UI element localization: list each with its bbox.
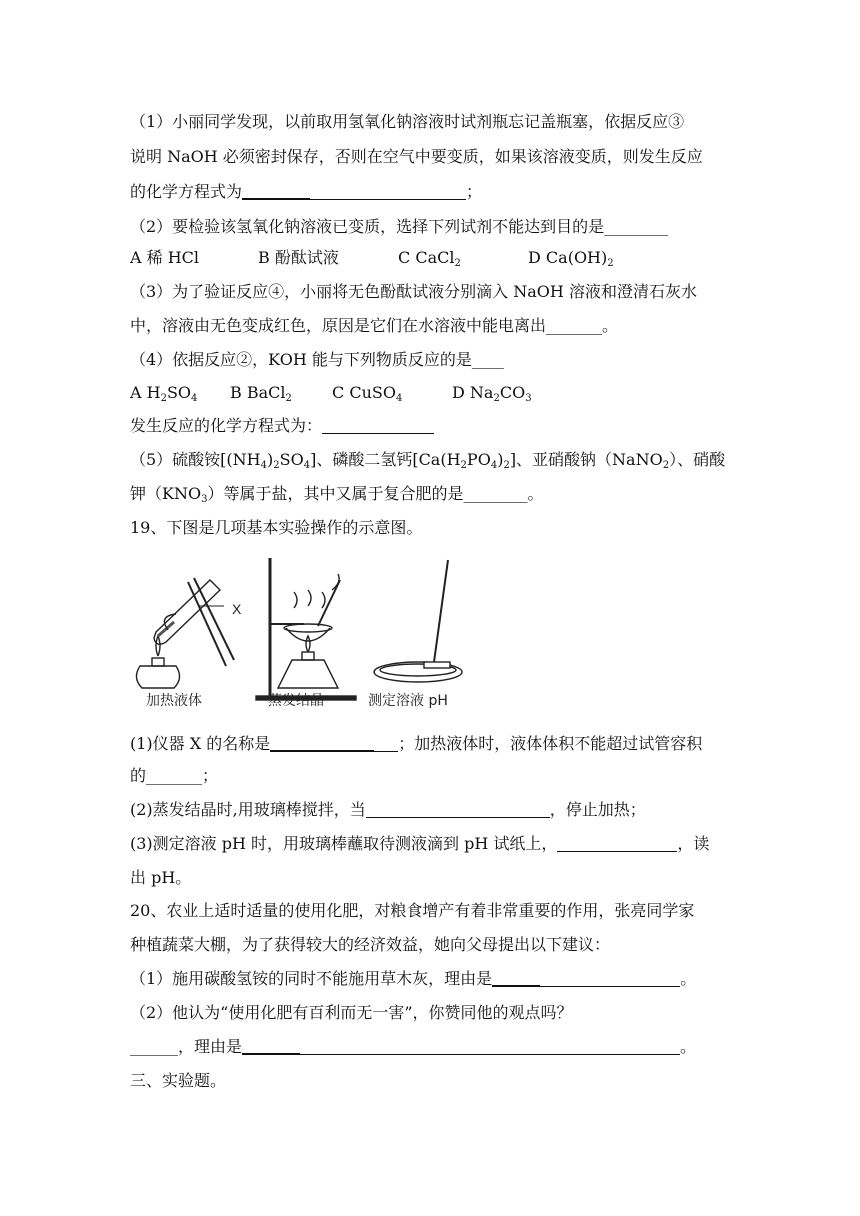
section-heading: 三、实验题。 bbox=[130, 1071, 227, 1090]
figure-caption: 加热液体 bbox=[146, 693, 202, 709]
subscript: 4 bbox=[260, 460, 267, 471]
option-b: B 酚酞试液 bbox=[258, 248, 339, 267]
subscript: 2 bbox=[607, 258, 614, 269]
subscript: 2 bbox=[662, 460, 670, 471]
q18-p1-line3-end: ； bbox=[466, 182, 483, 201]
q18-p5-text: （5）硫酸铵[(NH bbox=[130, 450, 261, 469]
q18-p1-line3-text: 的化学方程式为 bbox=[130, 182, 243, 201]
option-c-text: C CuSO bbox=[332, 383, 396, 402]
q18-p2-options bbox=[130, 248, 614, 274]
option-d bbox=[452, 383, 532, 409]
q18-p5-text: SO bbox=[279, 450, 304, 469]
q18-p1-line2: 说明 NaOH 必须密封保存，否则在空气中要变质，如果该溶液变质，则发生反应 bbox=[130, 147, 703, 166]
q19-p1 bbox=[130, 734, 702, 754]
q18-p5-text: ) bbox=[497, 450, 504, 469]
option-d-text: D Ca(OH) bbox=[528, 248, 608, 267]
option-c bbox=[332, 383, 452, 409]
option-a-text: A H bbox=[130, 383, 161, 402]
option-c-text: C CaCl bbox=[398, 248, 455, 267]
option-a bbox=[130, 383, 230, 409]
q18-p4-equation-text: 发生反应的化学方程式为： bbox=[130, 416, 323, 435]
q20-intro-line2: 种植蔬菜大棚，为了获得较大的经济效益，她向父母提出以下建议： bbox=[130, 935, 611, 954]
answer-blank[interactable] bbox=[366, 801, 550, 818]
q19-p1-text: (1)仪器 X 的名称是 bbox=[130, 734, 271, 753]
answer-blank[interactable] bbox=[322, 417, 434, 434]
answer-blank[interactable] bbox=[374, 735, 398, 752]
q19-p3 bbox=[130, 834, 709, 854]
q18-p3-line1: （3）为了验证反应④，小丽将无色酚酞试液分别滴入 NaOH 溶液和澄清石灰水 bbox=[130, 282, 697, 301]
q20-p2-line2 bbox=[130, 1037, 696, 1057]
q18-p5-text: ]、亚硝酸钠（NaNO bbox=[509, 450, 663, 469]
q18-p2: （2）要检验该氢氧化钠溶液已变质，选择下列试剂不能达到目的是________ bbox=[130, 217, 669, 236]
answer-blank[interactable] bbox=[300, 1038, 680, 1055]
subscript: 2 bbox=[493, 393, 500, 404]
q18-p5-text: ]、磷酸二氢钙[Ca(H bbox=[310, 450, 461, 469]
q18-p5-text: 钾（KNO bbox=[130, 484, 202, 503]
q19-p2-text: ，停止加热； bbox=[549, 800, 646, 819]
subscript: 2 bbox=[460, 460, 467, 471]
q19-intro: 19、下图是几项基本实验操作的示意图。 bbox=[130, 518, 423, 537]
subscript: 4 bbox=[191, 393, 198, 404]
subscript: 3 bbox=[525, 393, 532, 404]
q18-p5-text: ）、硝酸 bbox=[669, 450, 726, 469]
q20-p1-text: 。 bbox=[680, 969, 697, 988]
q20-p2-text: ______，理由是 bbox=[130, 1037, 243, 1056]
option-d-text: D Na bbox=[452, 383, 494, 402]
answer-blank[interactable] bbox=[310, 183, 466, 200]
option-d bbox=[528, 248, 614, 274]
q19-p3-text: (3)测定溶液 pH 时，用玻璃棒蘸取待测液滴到 pH 试纸上， bbox=[130, 834, 558, 853]
subscript: 2 bbox=[503, 460, 510, 471]
q18-p5-text: PO bbox=[466, 450, 491, 469]
option-d-text: CO bbox=[499, 383, 526, 402]
q18-p1-line3 bbox=[130, 182, 482, 202]
subscript: 2 bbox=[273, 460, 280, 471]
answer-blank[interactable] bbox=[557, 835, 677, 852]
subscript: 4 bbox=[303, 460, 311, 471]
figure-x-label: X bbox=[232, 601, 242, 617]
q19-p2-text: (2)蒸发结晶时,用玻璃棒搅拌，当 bbox=[130, 800, 366, 819]
subscript: 2 bbox=[454, 258, 461, 269]
option-c bbox=[398, 248, 528, 274]
q20-p2-text: 。 bbox=[680, 1037, 697, 1056]
answer-blank[interactable] bbox=[492, 969, 540, 987]
option-a-text: SO bbox=[166, 383, 192, 402]
subscript: 4 bbox=[395, 393, 403, 404]
figure-caption: 蒸发结晶 bbox=[268, 693, 324, 709]
q20-intro-line1: 20、农业上适时适量的使用化肥，对粮食增产有着非常重要的作用，张亮同学家 bbox=[130, 901, 695, 920]
q20-p1 bbox=[130, 969, 696, 989]
q18-p1-line1: （1）小丽同学发现，以前取用氢氧化钠溶液时试剂瓶忘记盖瓶塞，依据反应③ bbox=[130, 112, 685, 131]
q20-p1-text: （1）施用碳酸氢铵的同时不能施用草木灰，理由是 bbox=[130, 969, 493, 988]
q18-p4: （4）依据反应②，KOH 能与下列物质反应的是____ bbox=[130, 350, 504, 369]
subscript: 2 bbox=[285, 393, 292, 404]
answer-blank[interactable] bbox=[242, 1037, 300, 1055]
option-a: A 稀 HCl bbox=[130, 248, 200, 267]
q18-p4-equation bbox=[130, 416, 434, 436]
subscript: 2 bbox=[160, 393, 167, 404]
figure-caption: 测定溶液 pH bbox=[368, 693, 448, 709]
answer-blank[interactable] bbox=[242, 182, 310, 200]
q18-p5-text: ) bbox=[267, 450, 274, 469]
q19-p1-line2: 的_______； bbox=[130, 766, 219, 785]
evaporation-apparatus bbox=[256, 558, 356, 700]
q19-p2 bbox=[130, 800, 646, 820]
heating-liquid-apparatus bbox=[136, 578, 234, 688]
q18-p4-options bbox=[130, 383, 532, 409]
answer-blank[interactable] bbox=[540, 970, 680, 987]
q19-p1-text: ；加热液体时，液体体积不能超过试管容积 bbox=[398, 734, 703, 753]
ph-test-apparatus bbox=[374, 560, 462, 682]
q18-p3-line2: 中，溶液由无色变成红色，原因是它们在水溶液中能电离出_______。 bbox=[130, 316, 619, 335]
q18-p5-line2 bbox=[130, 484, 543, 510]
q19-p3-text: ，读 bbox=[677, 834, 710, 853]
option-b bbox=[230, 383, 332, 409]
option-b-text: B BaCl bbox=[230, 383, 286, 402]
subscript: 4 bbox=[490, 460, 498, 471]
answer-blank[interactable] bbox=[270, 734, 374, 752]
q18-p5-text: ）等属于盐，其中又属于复合肥的是________。 bbox=[207, 484, 544, 503]
q19-p3-line2: 出 pH。 bbox=[130, 868, 192, 887]
q20-p2: （2）他认为“使用化肥有百利而无一害”，你赞同他的观点吗？ bbox=[130, 1003, 573, 1022]
subscript: 3 bbox=[201, 494, 208, 505]
q18-p5-line1 bbox=[130, 450, 725, 476]
